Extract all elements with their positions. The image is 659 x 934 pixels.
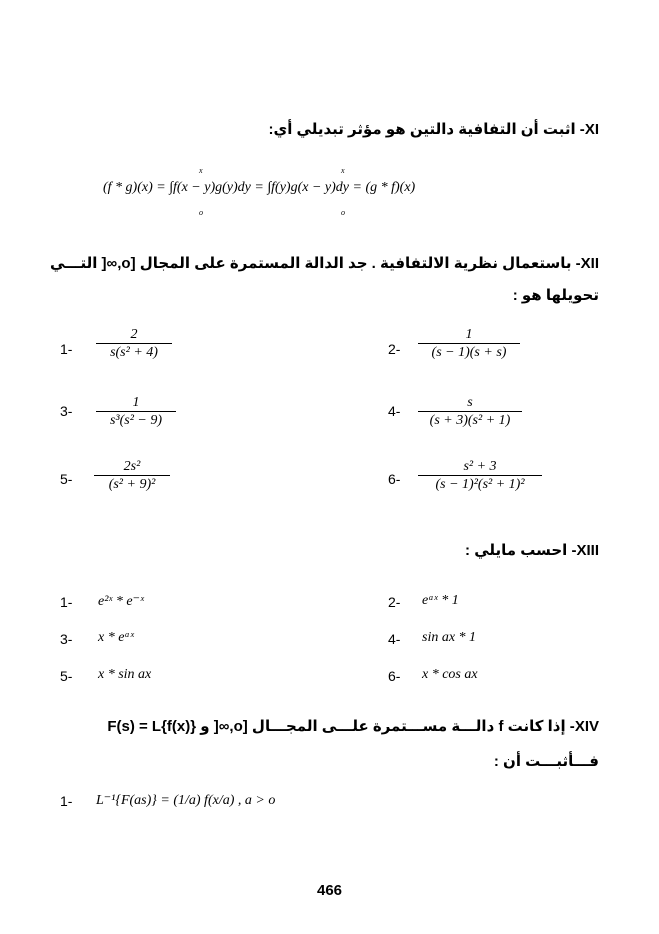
- fraction-item-4: [418, 394, 522, 429]
- item-label: 4-: [388, 631, 401, 647]
- item-label: 6-: [388, 668, 401, 684]
- expression: eᵃˣ * 1: [422, 593, 459, 608]
- section-14-heading-line1: XIV- إذا كانت f دالـــة مســـتمرة علـــى المجـــال [o,∞[ و F(s) = L{f(x)}: [107, 718, 599, 735]
- fraction-item-6: [418, 458, 542, 493]
- item-label: 5-: [60, 471, 73, 487]
- numerator: 1: [96, 394, 176, 412]
- convolution-equation: (f * g)(x) = ∫f(x − y)g(y)dy = ∫f(y)g(x − y)dy = (g * f)(x): [103, 180, 416, 195]
- denominator: s³(s² − 9): [109, 413, 163, 428]
- fraction-item-3: [96, 394, 176, 429]
- denominator: (s + 3)(s² + 1): [429, 413, 511, 428]
- item-label: 1-: [60, 341, 73, 357]
- expression: x * sin ax: [98, 667, 152, 682]
- item-label: 3-: [60, 631, 73, 647]
- numerator: 2s²: [94, 458, 170, 476]
- section-13-heading: XIII- احسب مايلي :: [465, 542, 599, 559]
- expression: x * cos ax: [422, 667, 478, 682]
- numerator: s² + 3: [418, 458, 542, 476]
- item-label: 4-: [388, 403, 401, 419]
- page-number: 466: [316, 882, 343, 899]
- item-label: 1-: [60, 594, 73, 610]
- denominator: s(s² + 4): [110, 345, 158, 360]
- fraction-item-1: [96, 326, 172, 361]
- numerator: 1: [418, 326, 520, 344]
- section-11-heading: XI- اثبت أن التفافية دالتين هو مؤثر تبديلي أي:: [268, 121, 599, 138]
- item-label: 2-: [388, 594, 401, 610]
- inverse-laplace-expression: L⁻¹{F(as)} = (1/a) f(x/a) , a > o: [96, 793, 276, 808]
- item-label: 5-: [60, 668, 73, 684]
- integral-upper-limit-2: x: [341, 166, 345, 175]
- integral-lower-limit-1: o: [199, 208, 203, 217]
- denominator: (s² + 9)²: [108, 477, 156, 492]
- integral-lower-limit-2: o: [341, 208, 345, 217]
- item-label: 2-: [388, 341, 401, 357]
- expression: sin ax * 1: [422, 630, 477, 645]
- expression: x * eᵃˣ: [98, 630, 134, 645]
- fraction-item-2: [418, 326, 520, 361]
- item-label: 3-: [60, 403, 73, 419]
- numerator: s: [418, 394, 522, 412]
- numerator: 2: [96, 326, 172, 344]
- item-label: 1-: [60, 793, 73, 809]
- denominator: (s − 1)²(s² + 1)²: [435, 477, 525, 492]
- expression: e²ˣ * e⁻ˣ: [98, 594, 144, 609]
- fraction-item-5: [94, 458, 170, 493]
- section-14-heading-line2: فـــأثبـــت أن :: [493, 753, 599, 770]
- item-label: 6-: [388, 471, 401, 487]
- section-12-heading-line1: XII- باستعمال نظرية الالتفافية . جد الدالة المستمرة على المجال [o,∞[ التـــي: [49, 255, 599, 272]
- denominator: (s − 1)(s + s): [431, 345, 507, 360]
- integral-upper-limit-1: x: [199, 166, 203, 175]
- section-12-heading-line2: تحويلها هو :: [512, 287, 599, 304]
